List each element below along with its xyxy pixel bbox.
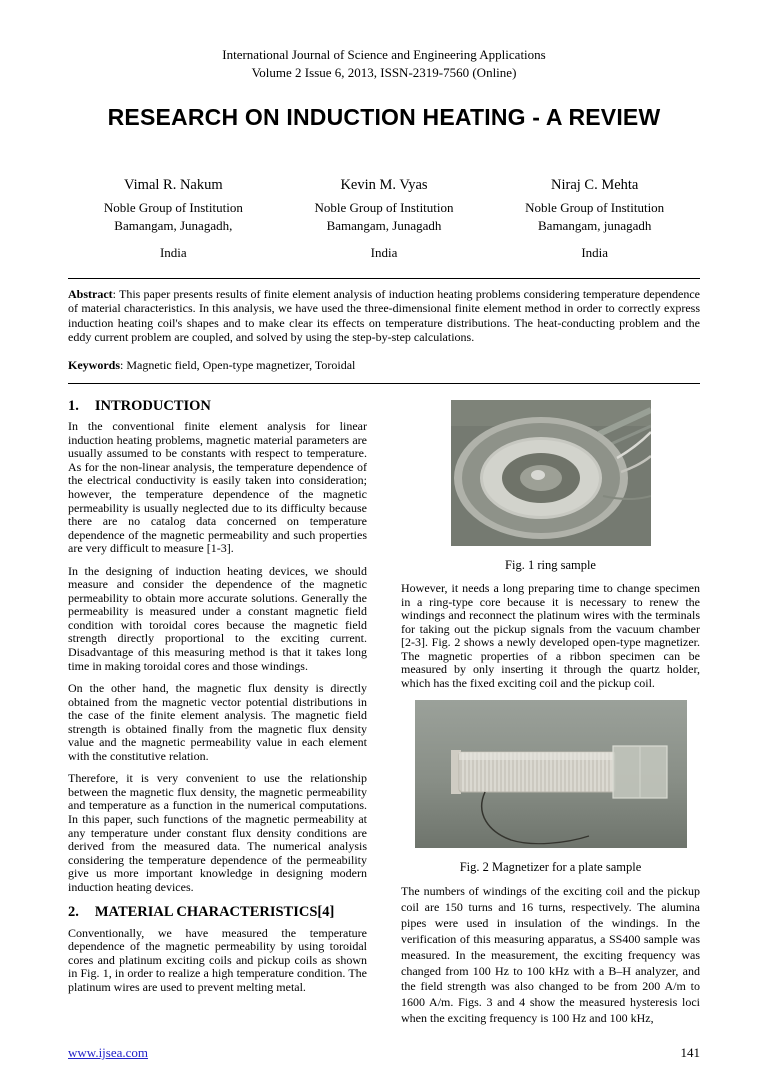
author-country: India (581, 245, 609, 261)
section-number: 1. (68, 397, 79, 414)
keywords-label: Keywords (68, 357, 120, 372)
material-paragraph-1: Conventionally, we have measured the temperature dependence of the magnetic permeability by using toroidal cores and platinum exciting coils and pickup coils as shown in Fig. 1, in order to realize a high temperature condition. The platinum wires are used to prevent melting metal. (68, 925, 367, 994)
author-name: Niraj C. Mehta (550, 177, 639, 194)
keywords-line (68, 358, 700, 373)
author-affiliation: Noble Group of Institution (103, 199, 243, 215)
figure-1-image (451, 400, 651, 546)
paper-title: RESEARCH ON INDUCTION HEATING - A REVIEW (107, 104, 661, 131)
author-block-1 (68, 175, 279, 262)
figure-1 (401, 400, 700, 572)
author-city: Bamangam, Junagadh (326, 217, 442, 233)
section-heading-introduction (68, 398, 367, 414)
author-block-2 (279, 175, 490, 262)
journal-issue: Volume 2 Issue 6, 2013, ISSN-2319-7560 (Online) (251, 65, 517, 81)
author-country: India (370, 245, 398, 261)
page-footer (68, 1045, 700, 1061)
author-affiliation: Noble Group of Institution (314, 199, 454, 215)
figure-2-image (415, 700, 687, 848)
intro-paragraph-3: On the other hand, the magnetic flux density is directly obtained from the magnetic vector potential distributions in the case of the finite element analysis. The magnetic field strength is obtained finally from the magnetic flux density value and the magnetic permeability value in each element with the constitutive relation. (68, 681, 367, 763)
abstract-text: : This paper presents results of finite element analysis of induction heating problems considering temperature dependence of material characteristics. In this analysis, we have used the three-dimensional finite element method in order to correctly express induction heating coil's shapes and to make clear its effects on temperature distributions. The heat-conducting problem and the eddy current problem are coupled, and solved by using the step-by-step calculations. (68, 287, 700, 344)
journal-header (68, 46, 700, 82)
section-title: MATERIAL CHARACTERISTICS[4] (94, 904, 335, 921)
section-number: 2. (68, 904, 79, 921)
figure-2-caption: Fig. 2 Magnetizer for a plate sample (459, 860, 642, 875)
author-name: Kevin M. Vyas (340, 177, 428, 194)
abstract-top-rule (68, 278, 700, 279)
page-number: 141 (680, 1045, 700, 1060)
authors-row (68, 175, 700, 262)
journal-website-link[interactable]: www.ijsea.com (68, 1045, 149, 1060)
intro-paragraph-1: In the conventional finite element analysis for linear induction heating problems, magnetic material parameters are usually assumed to be constants with respect to temperature. As for the non-linear analysis, the temperature dependence of the electrical conductivity is easily taken into consideration; however, the temperature dependence of the magnetic permeability is usually neglected due to its difficulty because there are no catalog data concerned on temperature dependence of the magnetic permeability and such properties are very difficult to measure [1-3]. (68, 419, 367, 556)
section-heading-material-characteristics (68, 904, 367, 920)
author-country: India (159, 245, 187, 261)
intro-paragraph-2: In the designing of induction heating devices, we should measure and consider the dependence of the magnetic permeability to obtain more accurate solutions. Generally the permeability is measured under a constant magnetic field condition with toroidal cores because the magnetic field strength directly proportional to the exciting current. Disadvantage of this measuring method is that it takes long time in making toroidal cores and those windings. (68, 563, 367, 673)
figure-2 (401, 700, 700, 874)
author-city: Bamangam, junagadh (538, 217, 652, 233)
section-title: INTRODUCTION (94, 397, 211, 414)
keywords-text: : Magnetic field, Open-type magnetizer, Toroidal (120, 357, 356, 372)
author-name: Vimal R. Nakum (124, 177, 223, 194)
author-affiliation: Noble Group of Institution (525, 199, 665, 215)
abstract-bottom-rule (68, 383, 700, 384)
author-block-3 (489, 175, 700, 262)
author-city: Bamangam, Junagadh, (114, 217, 233, 233)
abstract-label: Abstract (68, 287, 113, 302)
journal-name: International Journal of Science and Engineering Applications (222, 47, 546, 62)
right-paragraph-1: However, it needs a long preparing time to change specimen in a ring-type core because it is necessary to renew the windings and reconnect the platinum wires with the terminals for taking out the pickup signals from the vacuum chamber [2-3]. Fig. 2 shows a newly developed open-type magnetizer. The magnetic properties of a ribbon specimen can be measured by only inserting it through the quartz holder, which has the fixed exciting coil and the pickup coil. (401, 580, 700, 690)
right-paragraph-2: The numbers of windings of the exciting coil and the pickup coil are 150 turns and 16 turns, respectively. The alumina pipes were used in insulation of the windings. In the verification of this measuring apparatus, a SS400 sample was measured. In the measurement, the exciting frequency was changed from 100 Hz to 100 kHz with a B–H analyzer, and the field strength was also changed to be from 200 A/m to 1600 A/m. Figs. 3 and 4 show the measured hysteresis loci when the exciting frequency is 100 Hz and 100 kHz, (401, 884, 700, 1026)
two-column-body (68, 398, 700, 1036)
intro-paragraph-4: Therefore, it is very convenient to use the relationship between the magnetic flux density, the magnetic permeability and temperature as a function in the numerical computations. In this paper, such functions of the magnetic permeability at any temperature under constant flux density conditions are derived from the measured data. The numerical analysis considering the temperature dependence of the permeability give us more important knowledge in designing modern induction heating devices. (68, 771, 367, 894)
abstract-paragraph (68, 287, 700, 344)
figure-1-caption: Fig. 1 ring sample (505, 557, 596, 572)
left-column (68, 398, 367, 1036)
right-column (401, 398, 700, 1036)
